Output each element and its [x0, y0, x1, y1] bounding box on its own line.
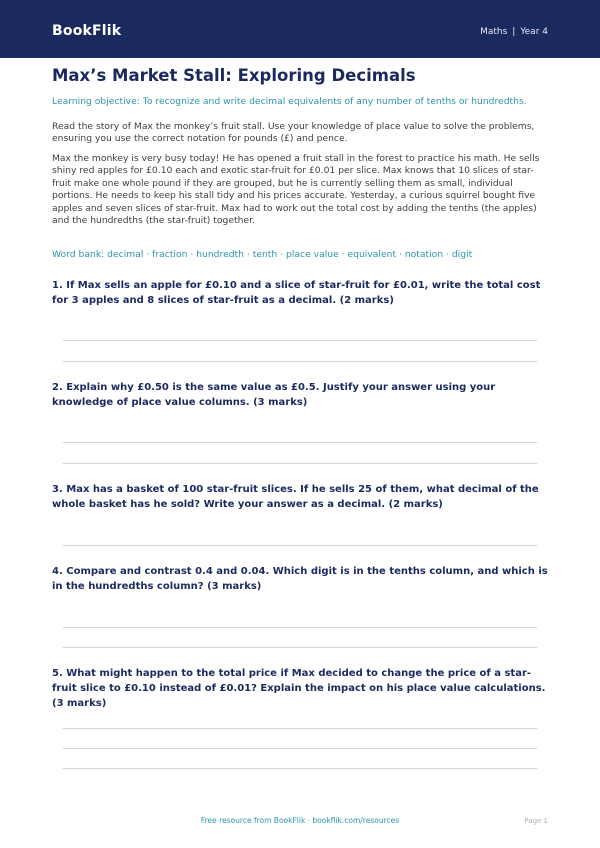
answer-line[interactable]	[63, 768, 537, 769]
word-bank: Word bank: decimal · fraction · hundredth · tenth · place value · equivalent · notation · digit	[52, 249, 473, 260]
answer-line[interactable]	[63, 748, 537, 749]
learning-objective: Learning objective: To recognize and write decimal equivalents of any number of tenths or hundredths.	[52, 96, 527, 107]
story-paragraph: Max the monkey is very busy today! He has opened a fruit stall in the forest to practice his math. He sells shiny red apples for £0.10 each and exotic star-fruit for £0.01 per slice. Max knows that 10 slices of star-fruit make one whole pound if they are grouped, but he is currently selling them as small, individual portions. He needs to keep his stall tidy and his prices accurate. Yesterday, a curious squirrel bought five apples and seven slices of star-fruit. Max had to work out the total cost by adding the tenths (the apples) and the hundredths (the star-fruit) together.	[52, 153, 540, 227]
subject-label: Maths	[480, 27, 508, 37]
answer-line[interactable]	[63, 728, 537, 729]
question-1: 1. If Max sells an apple for £0.10 and a slice of star-fruit for £0.01, write the total cost for 3 apples and 8 slices of star-fruit as a decimal. (2 marks)	[52, 280, 541, 306]
page-title: Max’s Market Stall: Exploring Decimals	[52, 66, 416, 85]
answer-line[interactable]	[63, 647, 537, 648]
question-2: 2. Explain why £0.50 is the same value as £0.5. Justify your answer using your knowledge of place value columns. (3 marks)	[52, 382, 496, 408]
answer-line[interactable]	[63, 361, 537, 362]
question-3: 3. Max has a basket of 100 star-fruit slices. If he sells 25 of them, what decimal of the whole basket has he sold? Write your answer as a decimal. (2 marks)	[52, 484, 539, 510]
meta-separator: |	[512, 27, 516, 37]
brand-logo[interactable]: BookFlik	[52, 23, 122, 39]
intro-paragraph: Read the story of Max the monkey’s fruit stall. Use your knowledge of place value to solve the problems, ensuring you use the correct notation for pounds (£) and pence.	[52, 121, 535, 145]
answer-line[interactable]	[63, 340, 537, 341]
question-5: 5. What might happen to the total price if Max decided to change the price of a star-fruit slice to £0.10 instead of £0.01? Explain the impact on his place value calculations. (3 marks)	[52, 668, 546, 709]
footer-credit[interactable]: Free resource from BookFlik · bookflik.com/resources	[200, 816, 400, 825]
answer-line[interactable]	[63, 463, 537, 464]
question-4: 4. Compare and contrast 0.4 and 0.04. Which digit is in the tenths column, and which is in the hundredths column? (3 marks)	[52, 566, 548, 592]
answer-line[interactable]	[63, 545, 537, 546]
answer-line[interactable]	[63, 627, 537, 628]
year-label: Year 4	[520, 27, 548, 37]
header-bar	[0, 0, 600, 58]
page-number: Page 1	[524, 817, 548, 825]
header-meta	[480, 27, 548, 37]
answer-line[interactable]	[63, 442, 537, 443]
